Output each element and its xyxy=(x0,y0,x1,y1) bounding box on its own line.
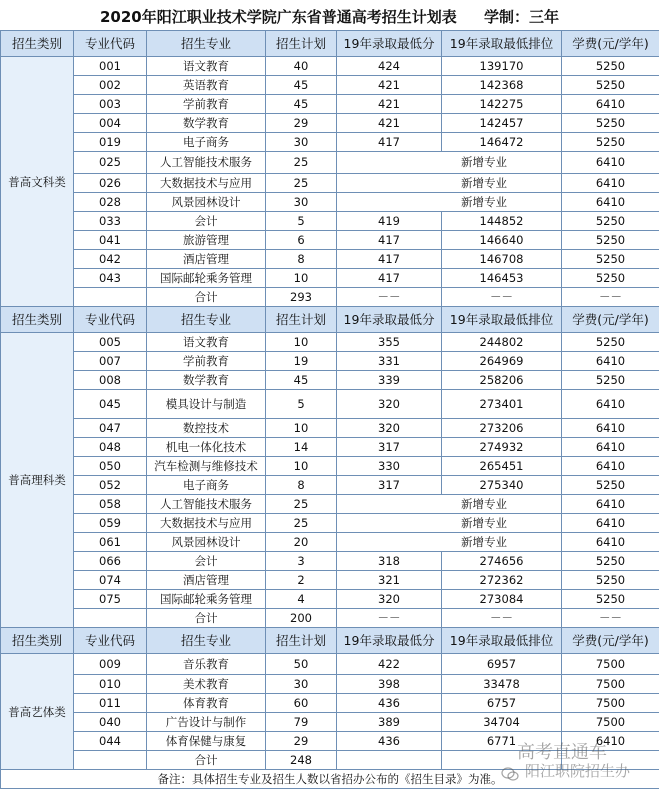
min-rank-2019: 274656 xyxy=(442,552,562,571)
major-name: 机电一体化技术 xyxy=(147,438,266,457)
tuition: 6410 xyxy=(562,174,659,193)
min-rank-2019: 146472 xyxy=(442,133,562,152)
min-rank-2019: 273206 xyxy=(442,419,562,438)
tuition: 7500 xyxy=(562,713,659,732)
total-spacer xyxy=(74,609,147,628)
tuition: 5250 xyxy=(562,476,659,495)
tuition: 6410 xyxy=(562,457,659,476)
major-code: 044 xyxy=(74,732,147,751)
table-row xyxy=(1,732,659,751)
total-score: －－ xyxy=(337,288,442,307)
title-row xyxy=(0,0,659,30)
min-rank-2019: 142457 xyxy=(442,114,562,133)
total-plan: 200 xyxy=(266,609,337,628)
table-row xyxy=(1,371,659,390)
major-code: 048 xyxy=(74,438,147,457)
min-score-2019: 417 xyxy=(337,269,442,288)
table-row xyxy=(1,495,659,514)
tuition: 6410 xyxy=(562,193,659,212)
min-score-2019: 436 xyxy=(337,732,442,751)
min-score-2019: 330 xyxy=(337,457,442,476)
new-major-label: 新增专业 xyxy=(337,533,562,552)
min-rank-2019: 6957 xyxy=(442,654,562,675)
major-name: 学前教育 xyxy=(147,352,266,371)
min-rank-2019: 6757 xyxy=(442,694,562,713)
min-score-2019: 317 xyxy=(337,438,442,457)
table-row xyxy=(1,713,659,732)
min-score-2019: 417 xyxy=(337,231,442,250)
plan-count: 6 xyxy=(266,231,337,250)
column-header: 学费(元/学年) xyxy=(562,31,659,57)
category-cell: 普高艺体类 xyxy=(1,654,74,770)
min-score-2019: 421 xyxy=(337,114,442,133)
tuition: 5250 xyxy=(562,371,659,390)
watermark-line1: 高考直通车 xyxy=(517,742,607,763)
tuition: 6410 xyxy=(562,390,659,419)
min-rank-2019: 265451 xyxy=(442,457,562,476)
major-code: 003 xyxy=(74,95,147,114)
table-row xyxy=(1,419,659,438)
plan-count: 25 xyxy=(266,174,337,193)
min-score-2019: 320 xyxy=(337,419,442,438)
major-code: 009 xyxy=(74,654,147,675)
column-header: 招生类别 xyxy=(1,628,74,654)
min-score-2019: 339 xyxy=(337,371,442,390)
major-name: 会计 xyxy=(147,552,266,571)
major-code: 007 xyxy=(74,352,147,371)
tuition: 6410 xyxy=(562,514,659,533)
column-header: 19年录取最低分 xyxy=(337,628,442,654)
table-row xyxy=(1,390,659,419)
table-row xyxy=(1,571,659,590)
total-plan: 293 xyxy=(266,288,337,307)
new-major-label: 新增专业 xyxy=(337,514,562,533)
plan-count: 45 xyxy=(266,371,337,390)
plan-count: 29 xyxy=(266,114,337,133)
major-code: 074 xyxy=(74,571,147,590)
plan-count: 10 xyxy=(266,269,337,288)
major-name: 旅游管理 xyxy=(147,231,266,250)
tuition: 5250 xyxy=(562,57,659,76)
min-score-2019: 419 xyxy=(337,212,442,231)
plan-count: 20 xyxy=(266,533,337,552)
major-name: 风景园林设计 xyxy=(147,193,266,212)
major-name: 学前教育 xyxy=(147,95,266,114)
min-score-2019: 417 xyxy=(337,133,442,152)
tuition: 5250 xyxy=(562,76,659,95)
tuition: 5250 xyxy=(562,212,659,231)
column-header: 19年录取最低排位 xyxy=(442,628,562,654)
major-name: 人工智能技术服务 xyxy=(147,152,266,174)
major-name: 会计 xyxy=(147,212,266,231)
min-rank-2019: 33478 xyxy=(442,675,562,694)
min-score-2019: 417 xyxy=(337,250,442,269)
min-score-2019: 421 xyxy=(337,95,442,114)
tuition: 6410 xyxy=(562,152,659,174)
major-code: 033 xyxy=(74,212,147,231)
tuition: 5250 xyxy=(562,571,659,590)
major-code: 052 xyxy=(74,476,147,495)
major-name: 国际邮轮乘务管理 xyxy=(147,590,266,609)
tuition: 5250 xyxy=(562,552,659,571)
column-header: 招生类别 xyxy=(1,307,74,333)
major-name: 酒店管理 xyxy=(147,250,266,269)
major-code: 059 xyxy=(74,514,147,533)
major-name: 汽车检测与维修技术 xyxy=(147,457,266,476)
total-rank: －－ xyxy=(442,609,562,628)
min-rank-2019: 139170 xyxy=(442,57,562,76)
total-label: 合计 xyxy=(147,609,266,628)
plan-count: 10 xyxy=(266,419,337,438)
header-row xyxy=(1,31,659,57)
study-length: 学制：三年 xyxy=(484,8,560,26)
watermark-line2: 阳江职院招生办 xyxy=(525,762,631,780)
tuition: 5250 xyxy=(562,333,659,352)
min-score-2019: 389 xyxy=(337,713,442,732)
plan-count: 25 xyxy=(266,152,337,174)
table-row xyxy=(1,114,659,133)
plan-count: 2 xyxy=(266,571,337,590)
tuition: 5250 xyxy=(562,231,659,250)
table-row xyxy=(1,212,659,231)
total-score: －－ xyxy=(337,609,442,628)
table-row xyxy=(1,590,659,609)
major-name: 风景园林设计 xyxy=(147,533,266,552)
column-header: 招生专业 xyxy=(147,628,266,654)
major-name: 美术教育 xyxy=(147,675,266,694)
table-row xyxy=(1,333,659,352)
plan-count: 30 xyxy=(266,675,337,694)
table-row xyxy=(1,438,659,457)
total-label: 合计 xyxy=(147,751,266,770)
table-row xyxy=(1,231,659,250)
major-code: 047 xyxy=(74,419,147,438)
table-row xyxy=(1,675,659,694)
min-rank-2019: 244802 xyxy=(442,333,562,352)
table-row xyxy=(1,95,659,114)
tuition: 6410 xyxy=(562,352,659,371)
major-name: 体育保健与康复 xyxy=(147,732,266,751)
plan-count: 10 xyxy=(266,333,337,352)
table-row xyxy=(1,133,659,152)
min-rank-2019: 258206 xyxy=(442,371,562,390)
tuition: 6410 xyxy=(562,732,659,751)
table-row xyxy=(1,654,659,675)
min-score-2019: 331 xyxy=(337,352,442,371)
tuition: 5250 xyxy=(562,269,659,288)
tuition: 6410 xyxy=(562,419,659,438)
total-row xyxy=(1,609,659,628)
min-score-2019: 355 xyxy=(337,333,442,352)
major-code: 025 xyxy=(74,152,147,174)
major-name: 大数据技术与应用 xyxy=(147,514,266,533)
total-row xyxy=(1,751,659,770)
tuition: 5250 xyxy=(562,133,659,152)
major-code: 026 xyxy=(74,174,147,193)
enrollment-plan-table xyxy=(0,30,659,789)
plan-count: 60 xyxy=(266,694,337,713)
tuition: 5250 xyxy=(562,590,659,609)
major-code: 075 xyxy=(74,590,147,609)
major-name: 体育教育 xyxy=(147,694,266,713)
min-score-2019: 320 xyxy=(337,390,442,419)
major-code: 001 xyxy=(74,57,147,76)
major-code: 066 xyxy=(74,552,147,571)
min-rank-2019: 34704 xyxy=(442,713,562,732)
column-header: 19年录取最低分 xyxy=(337,307,442,333)
major-code: 011 xyxy=(74,694,147,713)
plan-count: 25 xyxy=(266,495,337,514)
note-row xyxy=(1,770,659,789)
total-spacer xyxy=(74,751,147,770)
plan-count: 29 xyxy=(266,732,337,751)
table-row xyxy=(1,352,659,371)
major-name: 语文教育 xyxy=(147,57,266,76)
table-row xyxy=(1,457,659,476)
plan-count: 14 xyxy=(266,438,337,457)
min-score-2019: 318 xyxy=(337,552,442,571)
tuition: 6410 xyxy=(562,438,659,457)
major-code: 040 xyxy=(74,713,147,732)
plan-count: 5 xyxy=(266,390,337,419)
major-code: 028 xyxy=(74,193,147,212)
plan-count: 5 xyxy=(266,212,337,231)
plan-count: 19 xyxy=(266,352,337,371)
table-row xyxy=(1,476,659,495)
min-score-2019: 320 xyxy=(337,590,442,609)
column-header: 招生专业 xyxy=(147,31,266,57)
major-name: 语文教育 xyxy=(147,333,266,352)
tuition: 6410 xyxy=(562,533,659,552)
major-name: 电子商务 xyxy=(147,476,266,495)
major-name: 广告设计与制作 xyxy=(147,713,266,732)
table-row xyxy=(1,76,659,95)
column-header: 专业代码 xyxy=(74,31,147,57)
min-rank-2019: 144852 xyxy=(442,212,562,231)
plan-count: 45 xyxy=(266,95,337,114)
major-code: 010 xyxy=(74,675,147,694)
major-code: 002 xyxy=(74,76,147,95)
min-rank-2019: 273084 xyxy=(442,590,562,609)
total-score xyxy=(337,751,442,770)
major-code: 019 xyxy=(74,133,147,152)
header-row xyxy=(1,307,659,333)
new-major-label: 新增专业 xyxy=(337,193,562,212)
total-spacer xyxy=(74,288,147,307)
min-score-2019: 436 xyxy=(337,694,442,713)
column-header: 专业代码 xyxy=(74,307,147,333)
tuition: 6410 xyxy=(562,495,659,514)
min-rank-2019: 274932 xyxy=(442,438,562,457)
column-header: 专业代码 xyxy=(74,628,147,654)
major-code: 005 xyxy=(74,333,147,352)
total-row xyxy=(1,288,659,307)
major-name: 酒店管理 xyxy=(147,571,266,590)
min-rank-2019: 264969 xyxy=(442,352,562,371)
table-row xyxy=(1,250,659,269)
total-rank: －－ xyxy=(442,288,562,307)
min-rank-2019: 142368 xyxy=(442,76,562,95)
category-cell: 普高文科类 xyxy=(1,57,74,307)
min-rank-2019: 273401 xyxy=(442,390,562,419)
column-header: 学费(元/学年) xyxy=(562,628,659,654)
total-label: 合计 xyxy=(147,288,266,307)
total-tuition xyxy=(562,751,659,770)
min-score-2019: 424 xyxy=(337,57,442,76)
category-cell: 普高理科类 xyxy=(1,333,74,628)
table-row xyxy=(1,514,659,533)
major-name: 模具设计与制造 xyxy=(147,390,266,419)
major-name: 数控技术 xyxy=(147,419,266,438)
min-rank-2019: 146708 xyxy=(442,250,562,269)
tuition: 5250 xyxy=(562,250,659,269)
min-score-2019: 421 xyxy=(337,76,442,95)
plan-count: 45 xyxy=(266,76,337,95)
major-name: 数学教育 xyxy=(147,371,266,390)
table-row xyxy=(1,174,659,193)
table-row xyxy=(1,533,659,552)
plan-count: 50 xyxy=(266,654,337,675)
major-name: 数学教育 xyxy=(147,114,266,133)
major-code: 050 xyxy=(74,457,147,476)
major-code: 008 xyxy=(74,371,147,390)
table-row xyxy=(1,152,659,174)
min-rank-2019: 146453 xyxy=(442,269,562,288)
table-row xyxy=(1,269,659,288)
major-code: 045 xyxy=(74,390,147,419)
plan-count: 10 xyxy=(266,457,337,476)
plan-count: 4 xyxy=(266,590,337,609)
new-major-label: 新增专业 xyxy=(337,495,562,514)
column-header: 招生专业 xyxy=(147,307,266,333)
major-code: 041 xyxy=(74,231,147,250)
total-tuition: －－ xyxy=(562,288,659,307)
total-plan: 248 xyxy=(266,751,337,770)
major-code: 061 xyxy=(74,533,147,552)
tuition: 7500 xyxy=(562,654,659,675)
plan-count: 30 xyxy=(266,193,337,212)
page-title: 2020年阳江职业技术学院广东省普通高考招生计划表 xyxy=(100,8,457,26)
new-major-label: 新增专业 xyxy=(337,152,562,174)
min-score-2019: 321 xyxy=(337,571,442,590)
plan-count: 40 xyxy=(266,57,337,76)
header-row xyxy=(1,628,659,654)
major-code: 042 xyxy=(74,250,147,269)
plan-count: 25 xyxy=(266,514,337,533)
major-code: 058 xyxy=(74,495,147,514)
major-name: 人工智能技术服务 xyxy=(147,495,266,514)
plan-count: 3 xyxy=(266,552,337,571)
tuition: 7500 xyxy=(562,694,659,713)
plan-count: 8 xyxy=(266,250,337,269)
min-score-2019: 398 xyxy=(337,675,442,694)
total-tuition: －－ xyxy=(562,609,659,628)
table-row xyxy=(1,552,659,571)
min-rank-2019: 146640 xyxy=(442,231,562,250)
column-header: 招生计划 xyxy=(266,628,337,654)
min-rank-2019: 275340 xyxy=(442,476,562,495)
major-name: 国际邮轮乘务管理 xyxy=(147,269,266,288)
table-row xyxy=(1,57,659,76)
column-header: 招生计划 xyxy=(266,307,337,333)
note-text: 备注：具体招生专业及招生人数以省招办公布的《招生目录》为准。 xyxy=(1,770,659,789)
plan-count: 30 xyxy=(266,133,337,152)
min-score-2019: 317 xyxy=(337,476,442,495)
tuition: 5250 xyxy=(562,114,659,133)
min-rank-2019: 272362 xyxy=(442,571,562,590)
min-score-2019: 422 xyxy=(337,654,442,675)
column-header: 招生计划 xyxy=(266,31,337,57)
plan-count: 79 xyxy=(266,713,337,732)
column-header: 招生类别 xyxy=(1,31,74,57)
column-header: 19年录取最低排位 xyxy=(442,307,562,333)
total-rank xyxy=(442,751,562,770)
major-code: 043 xyxy=(74,269,147,288)
major-name: 电子商务 xyxy=(147,133,266,152)
tuition: 7500 xyxy=(562,675,659,694)
min-rank-2019: 142275 xyxy=(442,95,562,114)
min-rank-2019: 6771 xyxy=(442,732,562,751)
table-row xyxy=(1,694,659,713)
column-header: 19年录取最低排位 xyxy=(442,31,562,57)
new-major-label: 新增专业 xyxy=(337,174,562,193)
column-header: 学费(元/学年) xyxy=(562,307,659,333)
major-name: 英语教育 xyxy=(147,76,266,95)
column-header: 19年录取最低分 xyxy=(337,31,442,57)
plan-count: 8 xyxy=(266,476,337,495)
table-row xyxy=(1,193,659,212)
major-name: 大数据技术与应用 xyxy=(147,174,266,193)
major-name: 音乐教育 xyxy=(147,654,266,675)
major-code: 004 xyxy=(74,114,147,133)
tuition: 6410 xyxy=(562,95,659,114)
